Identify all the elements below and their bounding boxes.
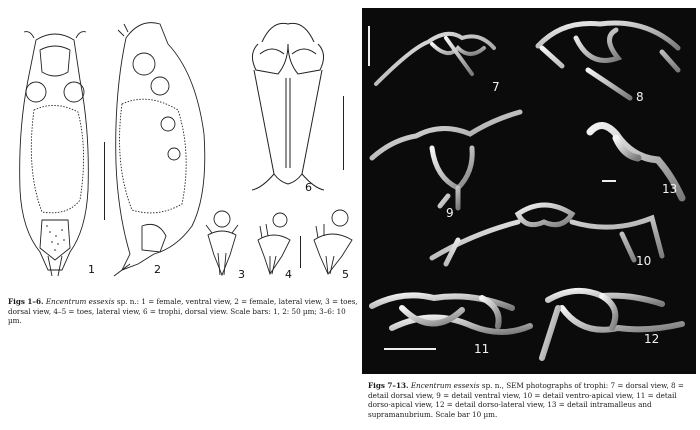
sem-label-11: 11 xyxy=(474,342,490,356)
scale-bar-figs-1-2 xyxy=(104,142,105,220)
sem-photographs xyxy=(362,8,696,374)
sem-label-9: 9 xyxy=(446,206,454,220)
caption-figs-1-6-species: Encentrum essexis xyxy=(45,297,115,306)
caption-figs-1-6-ref: Figs 1–6. xyxy=(8,297,44,306)
panel-label-1: 1 xyxy=(88,263,95,276)
sem-image-detail-dorsal xyxy=(538,23,678,98)
caption-figs-7-13-species: Encentrum essexis xyxy=(410,381,480,390)
caption-figs-7-13-ref: Figs 7–13. xyxy=(368,381,409,390)
sem-image-detail-dorso-apical xyxy=(372,295,530,332)
line-drawing-plate xyxy=(0,0,362,300)
sem-label-8: 8 xyxy=(636,90,644,104)
sem-image-detail-ventral xyxy=(372,112,520,208)
panel-label-6: 6 xyxy=(305,181,312,194)
drawing-trophi-dorsal xyxy=(228,14,348,194)
sem-label-7: 7 xyxy=(492,80,500,94)
sem-image-dorsal-view xyxy=(376,34,494,84)
panel-label-5: 5 xyxy=(342,268,349,281)
sem-label-12: 12 xyxy=(644,332,660,346)
sem-label-13: 13 xyxy=(662,182,678,196)
sem-label-10: 10 xyxy=(636,254,652,268)
caption-figs-7-13 xyxy=(368,381,698,419)
scale-bar-figs-3-5 xyxy=(300,236,301,268)
caption-figs-7-13-text: sp. n., SEM photographs of trophi: 7 = dorsal view, 8 = detail dorsal view, 9 = detail ventral view, 10 = detail ventro-apical view, 11 = detail dorso-apical view, 12 = detail dorso-lateral view, 13 = detail intramalleus and supramanubrium. Scale bar 10 µm. xyxy=(368,381,684,419)
caption-figs-1-6-text: sp. n.: 1 = female, ventral view, 2 = female, lateral view, 3 = toes, dorsal view, 4–5 = toes, lateral view, 6 = trophi, dorsal view. Scale bars: 1, 2: 50 µm; 3–6: 10 µm. xyxy=(8,297,358,326)
sem-photo-plate xyxy=(362,8,696,374)
drawing-toes-lateral-b xyxy=(308,204,358,280)
caption-figs-1-6 xyxy=(8,297,360,326)
panel-label-2: 2 xyxy=(154,263,161,276)
scale-bar-fig-6 xyxy=(343,96,344,170)
sem-scale-bar-13 xyxy=(602,180,616,182)
panel-label-3: 3 xyxy=(238,268,245,281)
sem-scale-bar-bottom xyxy=(384,348,436,350)
sem-scale-bar-vertical xyxy=(368,26,370,66)
sem-image-detail-dorso-lateral xyxy=(542,291,682,358)
panel-label-4: 4 xyxy=(285,268,292,281)
drawing-female-ventral xyxy=(8,20,103,280)
